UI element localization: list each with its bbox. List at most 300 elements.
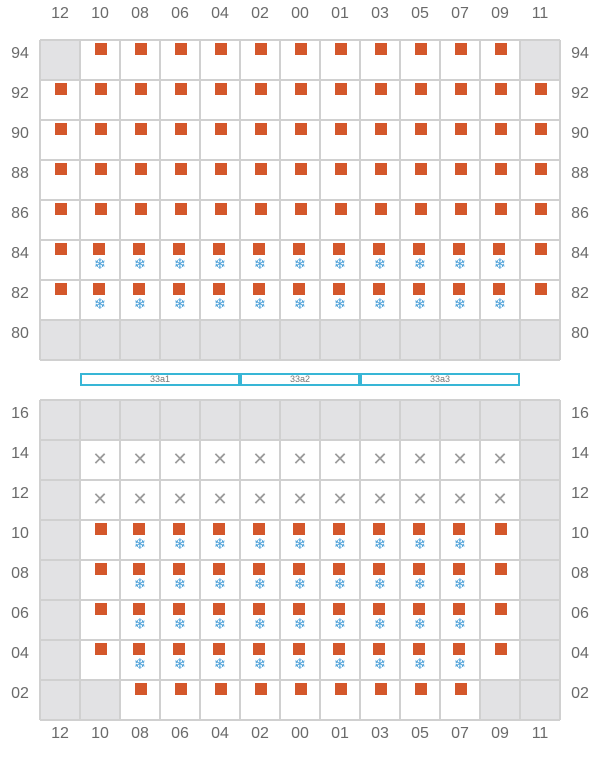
snowflake-icon: ❄	[133, 535, 147, 553]
snowflake-icon: ❄	[133, 615, 147, 633]
lower-grid-cell[interactable]	[200, 400, 240, 440]
occupied-marker-icon	[255, 683, 267, 695]
snowflake-icon: ❄	[453, 615, 467, 633]
snowflake-icon: ❄	[253, 255, 267, 273]
snowflake-icon: ❄	[493, 255, 507, 273]
lower-grid-cell[interactable]	[40, 440, 80, 480]
lower-row-label-left: 06	[11, 605, 29, 622]
occupied-marker-icon	[455, 123, 467, 135]
snowflake-icon: ❄	[373, 575, 387, 593]
occupied-marker-icon	[335, 203, 347, 215]
column-label-top: 10	[91, 5, 109, 22]
column-label-bottom: 02	[251, 725, 269, 742]
occupied-marker-icon	[413, 563, 425, 575]
cross-icon: ✕	[132, 489, 148, 510]
occupied-marker-icon	[375, 683, 387, 695]
occupied-marker-icon	[415, 163, 427, 175]
occupied-marker-icon	[173, 243, 185, 255]
occupied-marker-icon	[93, 283, 105, 295]
occupied-marker-icon	[175, 123, 187, 135]
occupied-marker-icon	[213, 523, 225, 535]
lower-grid-cell[interactable]	[520, 680, 560, 720]
grid-line-horizontal	[40, 319, 560, 321]
occupied-marker-icon	[173, 563, 185, 575]
occupied-marker-icon	[413, 643, 425, 655]
lower-row-label-left: 10	[11, 525, 29, 542]
occupied-marker-icon	[253, 283, 265, 295]
upper-grid-cell[interactable]	[320, 320, 360, 360]
cross-icon: ✕	[292, 449, 308, 470]
occupied-marker-icon	[453, 603, 465, 615]
cross-icon: ✕	[292, 489, 308, 510]
lower-grid-cell[interactable]	[40, 600, 80, 640]
column-label-bottom: 09	[491, 725, 509, 742]
snowflake-icon: ❄	[453, 575, 467, 593]
column-label-top: 03	[371, 5, 389, 22]
occupied-marker-icon	[335, 683, 347, 695]
lower-grid-cell[interactable]	[160, 400, 200, 440]
snowflake-icon: ❄	[333, 295, 347, 313]
occupied-marker-icon	[535, 243, 547, 255]
cross-icon: ✕	[372, 489, 388, 510]
snowflake-icon: ❄	[253, 295, 267, 313]
upper-grid-cell[interactable]	[520, 40, 560, 80]
column-label-top: 08	[131, 5, 149, 22]
occupied-marker-icon	[173, 283, 185, 295]
upper-row-label-left: 84	[11, 245, 29, 262]
snowflake-icon: ❄	[333, 655, 347, 673]
snowflake-icon: ❄	[173, 295, 187, 313]
column-label-bottom: 00	[291, 725, 309, 742]
occupied-marker-icon	[333, 283, 345, 295]
snowflake-icon: ❄	[253, 615, 267, 633]
cross-icon: ✕	[452, 449, 468, 470]
lower-grid-cell[interactable]	[440, 400, 480, 440]
snowflake-icon: ❄	[133, 255, 147, 273]
grid-line-horizontal	[40, 359, 560, 361]
snowflake-icon: ❄	[373, 255, 387, 273]
occupied-marker-icon	[453, 283, 465, 295]
occupied-marker-icon	[215, 203, 227, 215]
occupied-marker-icon	[453, 563, 465, 575]
grid-line-horizontal	[40, 719, 560, 721]
snowflake-icon: ❄	[173, 535, 187, 553]
upper-row-label-right: 84	[571, 245, 589, 262]
lower-row-label-left: 14	[11, 445, 29, 462]
cross-icon: ✕	[172, 489, 188, 510]
occupied-marker-icon	[173, 603, 185, 615]
occupied-marker-icon	[135, 163, 147, 175]
snowflake-icon: ❄	[213, 295, 227, 313]
lower-grid-cell[interactable]	[80, 680, 120, 720]
occupied-marker-icon	[373, 563, 385, 575]
occupied-marker-icon	[535, 163, 547, 175]
upper-row-label-left: 94	[11, 45, 29, 62]
column-label-top: 06	[171, 5, 189, 22]
snowflake-icon: ❄	[493, 295, 507, 313]
snowflake-icon: ❄	[293, 655, 307, 673]
upper-row-label-right: 86	[571, 205, 589, 222]
occupied-marker-icon	[213, 563, 225, 575]
occupied-marker-icon	[255, 163, 267, 175]
lower-grid-cell[interactable]	[240, 400, 280, 440]
cross-icon: ✕	[452, 489, 468, 510]
lower-grid-cell[interactable]	[520, 640, 560, 680]
occupied-marker-icon	[413, 523, 425, 535]
lower-row-label-left: 08	[11, 565, 29, 582]
occupied-marker-icon	[255, 83, 267, 95]
column-label-top: 01	[331, 5, 349, 22]
upper-grid-cell[interactable]	[80, 320, 120, 360]
snowflake-icon: ❄	[413, 255, 427, 273]
lower-grid-cell[interactable]	[360, 400, 400, 440]
occupied-marker-icon	[335, 83, 347, 95]
occupied-marker-icon	[375, 203, 387, 215]
cross-icon: ✕	[412, 489, 428, 510]
upper-grid-cell[interactable]	[160, 320, 200, 360]
occupied-marker-icon	[495, 523, 507, 535]
snowflake-icon: ❄	[253, 655, 267, 673]
column-label-top: 05	[411, 5, 429, 22]
zone-label-33a2[interactable]: 33a2	[240, 373, 360, 386]
occupied-marker-icon	[55, 123, 67, 135]
occupied-marker-icon	[55, 163, 67, 175]
snowflake-icon: ❄	[253, 535, 267, 553]
occupied-marker-icon	[293, 563, 305, 575]
cross-icon: ✕	[132, 449, 148, 470]
upper-grid-cell[interactable]	[40, 320, 80, 360]
occupied-marker-icon	[453, 243, 465, 255]
occupied-marker-icon	[215, 123, 227, 135]
occupied-marker-icon	[215, 163, 227, 175]
grid-line-horizontal	[40, 199, 560, 201]
cross-icon: ✕	[212, 449, 228, 470]
snowflake-icon: ❄	[133, 655, 147, 673]
occupied-marker-icon	[213, 603, 225, 615]
occupied-marker-icon	[133, 523, 145, 535]
column-label-bottom: 12	[51, 725, 69, 742]
occupied-marker-icon	[175, 163, 187, 175]
snowflake-icon: ❄	[293, 575, 307, 593]
occupied-marker-icon	[255, 203, 267, 215]
grid-line-horizontal	[40, 39, 560, 41]
occupied-marker-icon	[55, 283, 67, 295]
lower-row-label-right: 06	[571, 605, 589, 622]
snowflake-icon: ❄	[93, 255, 107, 273]
occupied-marker-icon	[333, 563, 345, 575]
occupied-marker-icon	[133, 563, 145, 575]
occupied-marker-icon	[333, 523, 345, 535]
occupied-marker-icon	[55, 83, 67, 95]
lower-grid-cell[interactable]	[40, 680, 80, 720]
snowflake-icon: ❄	[373, 655, 387, 673]
occupied-marker-icon	[413, 243, 425, 255]
lower-grid-cell[interactable]	[400, 400, 440, 440]
occupied-marker-icon	[415, 83, 427, 95]
snowflake-icon: ❄	[453, 255, 467, 273]
lower-grid-cell[interactable]	[520, 440, 560, 480]
lower-grid-cell[interactable]	[520, 480, 560, 520]
occupied-marker-icon	[95, 163, 107, 175]
upper-grid-cell[interactable]	[400, 320, 440, 360]
occupied-marker-icon	[95, 203, 107, 215]
lower-row-label-right: 04	[571, 645, 589, 662]
snowflake-icon: ❄	[373, 295, 387, 313]
grid-line-horizontal	[40, 679, 560, 681]
cross-icon: ✕	[332, 449, 348, 470]
lower-grid-cell[interactable]	[520, 560, 560, 600]
occupied-marker-icon	[295, 43, 307, 55]
snowflake-icon: ❄	[453, 535, 467, 553]
occupied-marker-icon	[255, 123, 267, 135]
occupied-marker-icon	[95, 603, 107, 615]
snowflake-icon: ❄	[173, 255, 187, 273]
occupied-marker-icon	[95, 643, 107, 655]
lower-grid-cell[interactable]	[320, 400, 360, 440]
occupied-marker-icon	[495, 203, 507, 215]
lower-grid-cell[interactable]	[40, 640, 80, 680]
occupied-marker-icon	[333, 603, 345, 615]
occupied-marker-icon	[135, 683, 147, 695]
column-label-bottom: 06	[171, 725, 189, 742]
column-label-bottom: 05	[411, 725, 429, 742]
snowflake-icon: ❄	[413, 295, 427, 313]
lower-grid-cell[interactable]	[520, 520, 560, 560]
occupied-marker-icon	[135, 43, 147, 55]
grid-line-horizontal	[40, 159, 560, 161]
column-label-bottom: 01	[331, 725, 349, 742]
occupied-marker-icon	[455, 203, 467, 215]
zone-label-33a1[interactable]: 33a1	[80, 373, 240, 386]
occupied-marker-icon	[415, 43, 427, 55]
upper-row-label-right: 80	[571, 325, 589, 342]
occupied-marker-icon	[93, 243, 105, 255]
occupied-marker-icon	[535, 123, 547, 135]
lower-grid-cell[interactable]	[520, 600, 560, 640]
cross-icon: ✕	[212, 489, 228, 510]
lower-grid-cell[interactable]	[40, 400, 80, 440]
grid-line-horizontal	[40, 479, 560, 481]
occupied-marker-icon	[455, 43, 467, 55]
snowflake-icon: ❄	[373, 615, 387, 633]
occupied-marker-icon	[95, 563, 107, 575]
lower-grid-cell[interactable]	[480, 400, 520, 440]
cross-icon: ✕	[252, 489, 268, 510]
occupied-marker-icon	[135, 203, 147, 215]
occupied-marker-icon	[495, 43, 507, 55]
occupied-marker-icon	[295, 83, 307, 95]
lower-grid-cell[interactable]	[120, 400, 160, 440]
lower-grid-cell[interactable]	[40, 520, 80, 560]
occupied-marker-icon	[413, 283, 425, 295]
occupied-marker-icon	[333, 243, 345, 255]
occupied-marker-icon	[535, 283, 547, 295]
occupied-marker-icon	[175, 683, 187, 695]
lower-row-label-right: 12	[571, 485, 589, 502]
snowflake-icon: ❄	[213, 575, 227, 593]
occupied-marker-icon	[95, 523, 107, 535]
occupied-marker-icon	[215, 83, 227, 95]
column-label-top: 04	[211, 5, 229, 22]
snowflake-icon: ❄	[213, 535, 227, 553]
occupied-marker-icon	[213, 283, 225, 295]
snowflake-icon: ❄	[333, 615, 347, 633]
occupied-marker-icon	[495, 643, 507, 655]
occupied-marker-icon	[293, 603, 305, 615]
lower-grid-cell[interactable]	[40, 560, 80, 600]
column-label-bottom: 10	[91, 725, 109, 742]
upper-row-label-right: 94	[571, 45, 589, 62]
occupied-marker-icon	[215, 683, 227, 695]
occupied-marker-icon	[535, 203, 547, 215]
occupied-marker-icon	[415, 203, 427, 215]
occupied-marker-icon	[335, 163, 347, 175]
upper-grid-cell[interactable]	[40, 40, 80, 80]
occupied-marker-icon	[335, 43, 347, 55]
upper-row-label-left: 82	[11, 285, 29, 302]
snowflake-icon: ❄	[173, 615, 187, 633]
occupied-marker-icon	[495, 603, 507, 615]
lower-grid-cell[interactable]	[480, 680, 520, 720]
occupied-marker-icon	[375, 43, 387, 55]
snowflake-icon: ❄	[293, 615, 307, 633]
snowflake-icon: ❄	[453, 295, 467, 313]
cross-icon: ✕	[92, 489, 108, 510]
snowflake-icon: ❄	[93, 295, 107, 313]
occupied-marker-icon	[415, 683, 427, 695]
snowflake-icon: ❄	[413, 655, 427, 673]
grid-line-horizontal	[40, 559, 560, 561]
occupied-marker-icon	[415, 123, 427, 135]
upper-grid-cell[interactable]	[120, 320, 160, 360]
column-label-top: 09	[491, 5, 509, 22]
occupied-marker-icon	[375, 83, 387, 95]
occupied-marker-icon	[413, 603, 425, 615]
cross-icon: ✕	[492, 489, 508, 510]
upper-grid-cell[interactable]	[240, 320, 280, 360]
cross-icon: ✕	[492, 449, 508, 470]
column-label-bottom: 04	[211, 725, 229, 742]
lower-grid-cell[interactable]	[80, 400, 120, 440]
upper-grid-cell[interactable]	[520, 320, 560, 360]
snowflake-icon: ❄	[293, 255, 307, 273]
lower-row-label-left: 04	[11, 645, 29, 662]
grid-line-horizontal	[40, 439, 560, 441]
lower-grid-cell[interactable]	[280, 400, 320, 440]
grid-line-horizontal	[40, 239, 560, 241]
upper-grid-cell[interactable]	[360, 320, 400, 360]
lower-row-label-right: 10	[571, 525, 589, 542]
cross-icon: ✕	[172, 449, 188, 470]
occupied-marker-icon	[95, 83, 107, 95]
snowflake-icon: ❄	[413, 535, 427, 553]
occupied-marker-icon	[175, 203, 187, 215]
snowflake-icon: ❄	[173, 655, 187, 673]
upper-row-label-left: 92	[11, 85, 29, 102]
occupied-marker-icon	[295, 123, 307, 135]
occupied-marker-icon	[253, 523, 265, 535]
occupied-marker-icon	[493, 243, 505, 255]
occupied-marker-icon	[173, 643, 185, 655]
occupied-marker-icon	[175, 83, 187, 95]
cross-icon: ✕	[92, 449, 108, 470]
column-label-top: 11	[531, 5, 549, 22]
occupied-marker-icon	[133, 243, 145, 255]
occupied-marker-icon	[95, 43, 107, 55]
lower-row-label-right: 02	[571, 685, 589, 702]
upper-grid-cell[interactable]	[280, 320, 320, 360]
lower-row-label-right: 08	[571, 565, 589, 582]
occupied-marker-icon	[295, 683, 307, 695]
column-label-bottom: 03	[371, 725, 389, 742]
zone-label-33a3[interactable]: 33a3	[360, 373, 520, 386]
occupied-marker-icon	[333, 643, 345, 655]
cross-icon: ✕	[332, 489, 348, 510]
upper-row-label-right: 92	[571, 85, 589, 102]
occupied-marker-icon	[175, 43, 187, 55]
snowflake-icon: ❄	[333, 535, 347, 553]
occupied-marker-icon	[133, 283, 145, 295]
lower-row-label-right: 16	[571, 405, 589, 422]
snowflake-icon: ❄	[133, 295, 147, 313]
lower-row-label-right: 14	[571, 445, 589, 462]
snowflake-icon: ❄	[293, 535, 307, 553]
upper-row-label-left: 90	[11, 125, 29, 142]
lower-row-label-left: 16	[11, 405, 29, 422]
upper-grid-cell[interactable]	[480, 320, 520, 360]
lower-row-label-left: 02	[11, 685, 29, 702]
column-label-top: 00	[291, 5, 309, 22]
cross-icon: ✕	[412, 449, 428, 470]
occupied-marker-icon	[253, 563, 265, 575]
snowflake-icon: ❄	[213, 655, 227, 673]
upper-grid-cell[interactable]	[440, 320, 480, 360]
occupied-marker-icon	[373, 643, 385, 655]
column-label-top: 07	[451, 5, 469, 22]
occupied-marker-icon	[253, 243, 265, 255]
cross-icon: ✕	[252, 449, 268, 470]
snowflake-icon: ❄	[173, 575, 187, 593]
occupied-marker-icon	[293, 643, 305, 655]
occupied-marker-icon	[55, 203, 67, 215]
grid-line-horizontal	[40, 599, 560, 601]
snowflake-icon: ❄	[253, 575, 267, 593]
snowflake-icon: ❄	[333, 575, 347, 593]
lower-grid-cell[interactable]	[40, 480, 80, 520]
occupied-marker-icon	[95, 123, 107, 135]
occupied-marker-icon	[373, 243, 385, 255]
grid-line-horizontal	[40, 519, 560, 521]
occupied-marker-icon	[213, 643, 225, 655]
upper-grid-cell[interactable]	[200, 320, 240, 360]
snowflake-icon: ❄	[413, 575, 427, 593]
occupied-marker-icon	[495, 563, 507, 575]
occupied-marker-icon	[375, 123, 387, 135]
occupied-marker-icon	[373, 603, 385, 615]
snowflake-icon: ❄	[293, 295, 307, 313]
column-label-top: 12	[51, 5, 69, 22]
snowflake-icon: ❄	[133, 575, 147, 593]
occupied-marker-icon	[133, 603, 145, 615]
occupied-marker-icon	[255, 43, 267, 55]
upper-row-label-left: 86	[11, 205, 29, 222]
upper-row-label-right: 88	[571, 165, 589, 182]
snowflake-icon: ❄	[333, 255, 347, 273]
lower-grid-cell[interactable]	[520, 400, 560, 440]
occupied-marker-icon	[55, 243, 67, 255]
lower-row-label-left: 12	[11, 485, 29, 502]
occupied-marker-icon	[495, 123, 507, 135]
